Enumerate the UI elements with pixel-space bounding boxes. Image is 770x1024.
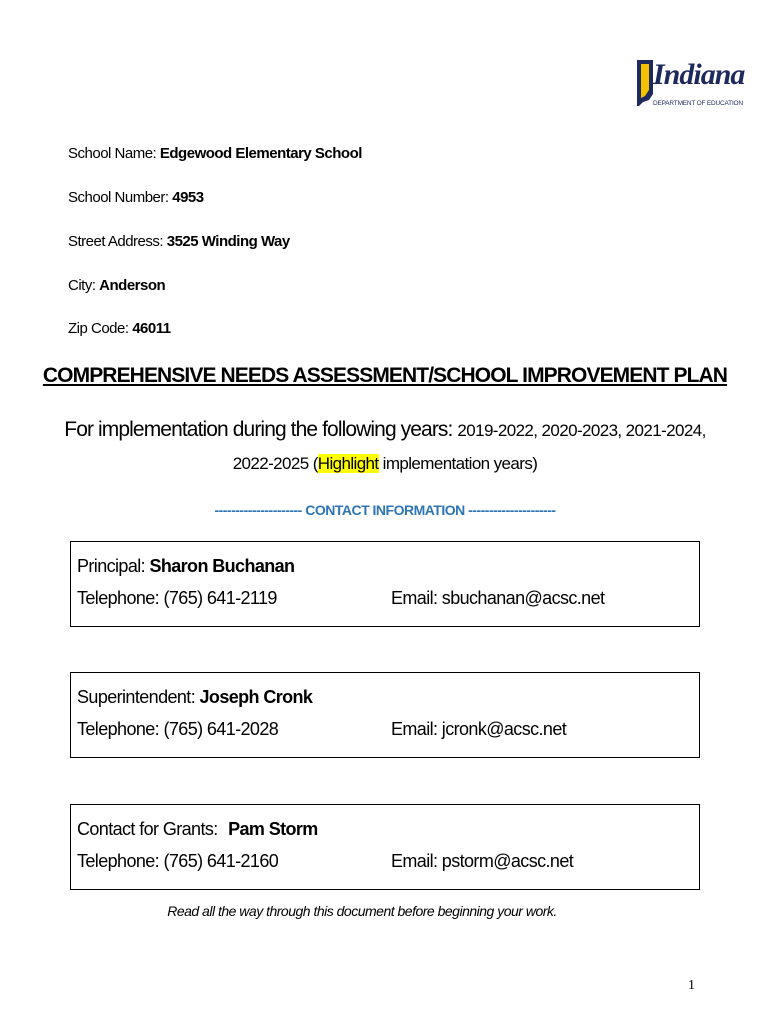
grants-email: Email: pstorm@acsc.net xyxy=(391,851,574,871)
city-label: City: xyxy=(68,277,96,294)
implementation-years-list: 2019-2022, 2020-2023, 2021-2024, xyxy=(457,421,706,440)
grants-telephone: Telephone: (765) 641-2160 xyxy=(77,851,279,871)
school-name-label: School Name: xyxy=(68,145,157,162)
superintendent-telephone: Telephone: (765) 641-2028 xyxy=(77,719,279,739)
implementation-years-line-1 xyxy=(0,418,770,442)
highlight-word: Highlight xyxy=(317,454,379,473)
page-number: 1 xyxy=(688,978,695,993)
zip-code-value: 46011 xyxy=(132,320,171,337)
indiana-doe-logo xyxy=(633,56,745,112)
principal-name-line xyxy=(77,556,294,577)
principal-contact-box xyxy=(70,541,700,627)
instruction-note: Read all the way through this document before beginning your work. xyxy=(167,903,557,919)
superintendent-contact-box xyxy=(70,672,700,758)
principal-email: Email: sbuchanan@acsc.net xyxy=(391,588,605,608)
implementation-years-line-2-end: implementation years) xyxy=(378,454,538,473)
grants-label: Contact for Grants: xyxy=(77,819,218,839)
zip-code-line xyxy=(68,320,171,337)
implementation-years-line-2-start: 2022-2025 ( xyxy=(232,454,318,473)
grants-name-line xyxy=(77,819,318,840)
street-address-line xyxy=(68,233,290,250)
school-name-line xyxy=(68,145,362,162)
superintendent-name-line xyxy=(77,687,312,708)
school-number-label: School Number: xyxy=(68,189,169,206)
logo-subtitle: DEPARTMENT OF EDUCATION xyxy=(653,100,743,107)
contact-information-header: --------------------- CONTACT INFORMATION --------------------- xyxy=(214,502,556,518)
principal-label: Principal: xyxy=(77,556,146,576)
logo-wordmark: Indiana xyxy=(653,58,745,91)
grants-name: Pam Storm xyxy=(228,819,318,839)
implementation-years-lead: For implementation during the following years: xyxy=(64,418,453,441)
principal-telephone: Telephone: (765) 641-2119 xyxy=(77,588,277,608)
zip-code-label: Zip Code: xyxy=(68,320,129,337)
school-number-value: 4953 xyxy=(172,189,204,206)
principal-name: Sharon Buchanan xyxy=(149,556,295,576)
superintendent-email: Email: jcronk@acsc.net xyxy=(391,719,567,739)
city-value: Anderson xyxy=(99,277,166,294)
document-title: COMPREHENSIVE NEEDS ASSESSMENT/SCHOOL IMPROVEMENT PLAN xyxy=(42,364,728,387)
street-address-value: 3525 Winding Way xyxy=(166,233,290,250)
school-name-value: Edgewood Elementary School xyxy=(159,145,362,162)
implementation-years-line-2 xyxy=(0,454,770,474)
street-address-label: Street Address: xyxy=(68,233,164,250)
superintendent-name: Joseph Cronk xyxy=(199,687,313,707)
superintendent-label: Superintendent: xyxy=(77,687,196,707)
grants-contact-box xyxy=(70,804,700,890)
school-number-line xyxy=(68,189,204,206)
city-line xyxy=(68,277,165,294)
